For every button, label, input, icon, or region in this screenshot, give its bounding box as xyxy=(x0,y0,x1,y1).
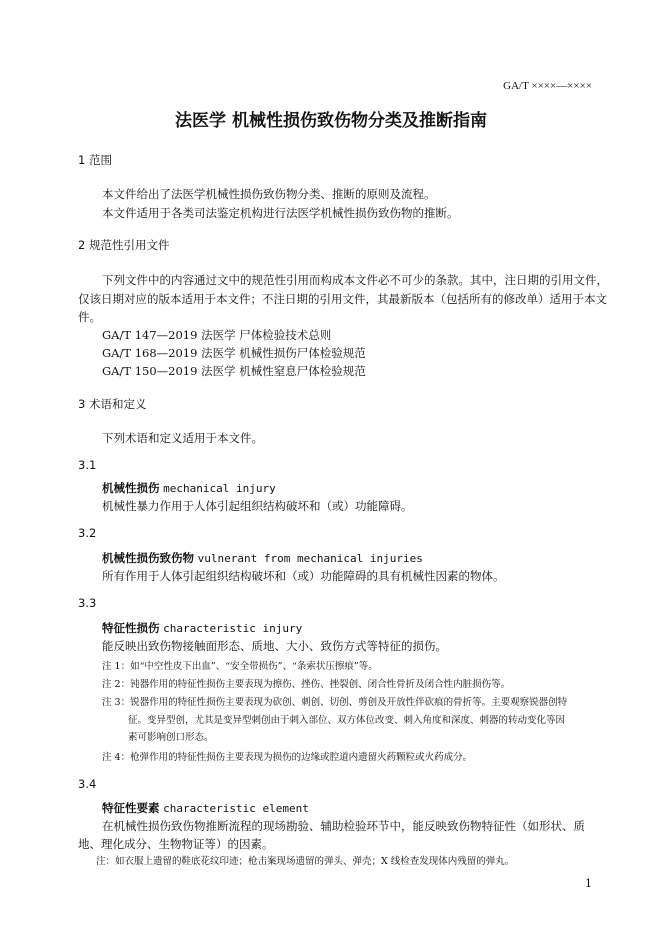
term-title xyxy=(102,800,309,816)
term-definition: 能反映出致伤物接触面形态、质地、大小、致伤方式等特征的损伤。 xyxy=(102,639,447,653)
note-3-line-2: 征。变异型创，尤其是变异型刺创由于刺入部位、双方体位改变、刺入角度和深度、刺器的转动变化等因 xyxy=(128,715,566,726)
reference-item: GA/T 150—2019 法医学 机械性窒息尸体检验规范 xyxy=(102,364,366,378)
note-2: 注 2：钝器作用的特征性损伤主要表现为擦伤、挫伤、挫裂创、闭合性骨折及闭合性内脏损伤等。 xyxy=(102,679,511,690)
scope-paragraph-2: 本文件适用于各类司法鉴定机构进行法医学机械性损伤致伤物的推断。 xyxy=(102,206,459,220)
clause-number: 3.3 xyxy=(78,596,97,610)
terms-intro: 下列术语和定义适用于本文件。 xyxy=(102,431,263,445)
term-zh: 机械性损伤 xyxy=(102,481,160,495)
term-definition-line-1: 在机械性损伤致伤物推断流程的现场勘验、辅助检验环节中，能反映致伤物特征性（如形状、质 xyxy=(102,819,585,833)
refs-intro-line-3: 件。 xyxy=(78,310,101,324)
term-definition: 机械性暴力作用于人体引起组织结构破坏和（或）功能障碍。 xyxy=(102,499,413,513)
term-en: mechanical injury xyxy=(163,482,276,495)
note-3-line-1: 注 3：锐器作用的特征性损伤主要表现为砍创、刺创、切创、剪创及开放性伴砍痕的骨折等。主要观察锐器创特 xyxy=(102,697,568,708)
note-3-line-3: 素可影响创口形态。 xyxy=(128,732,214,743)
note-4: 注 4：枪弹作用的特征性损伤主要表现为损伤的边缘或腔道内遗留火药颗粒或火药成分。 xyxy=(102,752,473,763)
clause-number: 3.1 xyxy=(78,458,97,472)
term-en: characteristic injury xyxy=(163,622,303,635)
document-title: 法医学 机械性损伤致伤物分类及推断指南 xyxy=(175,111,487,131)
refs-intro-line-2: 仅该日期对应的版本适用于本文件；不注日期的引用文件，其最新版本（包括所有的修改单）适用于本文 xyxy=(78,292,607,306)
reference-item: GA/T 168—2019 法医学 机械性损伤尸体检验规范 xyxy=(102,346,366,360)
note: 注：如衣服上遗留的鞋底花纹印迹；枪击案现场遗留的弹头、弹壳；X 线检查发现体内残留的弹丸。 xyxy=(96,856,515,867)
clause-number: 3.2 xyxy=(78,526,97,540)
term-definition: 所有作用于人体引起组织结构破坏和（或）功能障碍的具有机械性因素的物体。 xyxy=(102,569,505,583)
term-title xyxy=(102,620,302,636)
term-definition-line-2: 地、理化成分、生物物证等）的因素。 xyxy=(78,837,274,851)
term-zh: 机械性损伤致伤物 xyxy=(102,551,194,565)
document-code: GA/T ××××—×××× xyxy=(503,80,592,92)
note-1: 注 1：如“中空性皮下出血”、“安全带损伤”、“条索状压擦痕”等。 xyxy=(102,661,378,672)
refs-intro-line-1: 下列文件中的内容通过文中的规范性引用而构成本文件必不可少的条款。其中，注日期的引用文件， xyxy=(102,273,608,287)
page-number: 1 xyxy=(585,877,592,890)
section-3-heading: 3 术语和定义 xyxy=(78,397,147,411)
term-en: vulnerant from mechanical injuries xyxy=(197,552,423,565)
reference-item: GA/T 147—2019 法医学 尸体检验技术总则 xyxy=(102,328,332,342)
section-2-heading: 2 规范性引用文件 xyxy=(78,238,170,252)
term-zh: 特征性要素 xyxy=(102,801,160,815)
term-title xyxy=(102,550,423,566)
clause-number: 3.4 xyxy=(78,777,97,791)
term-zh: 特征性损伤 xyxy=(102,621,160,635)
scope-paragraph-1: 本文件给出了法医学机械性损伤致伤物分类、推断的原则及流程。 xyxy=(102,187,436,201)
section-1-heading: 1 范围 xyxy=(78,153,112,167)
term-en: characteristic element xyxy=(163,802,309,815)
term-title xyxy=(102,480,276,496)
